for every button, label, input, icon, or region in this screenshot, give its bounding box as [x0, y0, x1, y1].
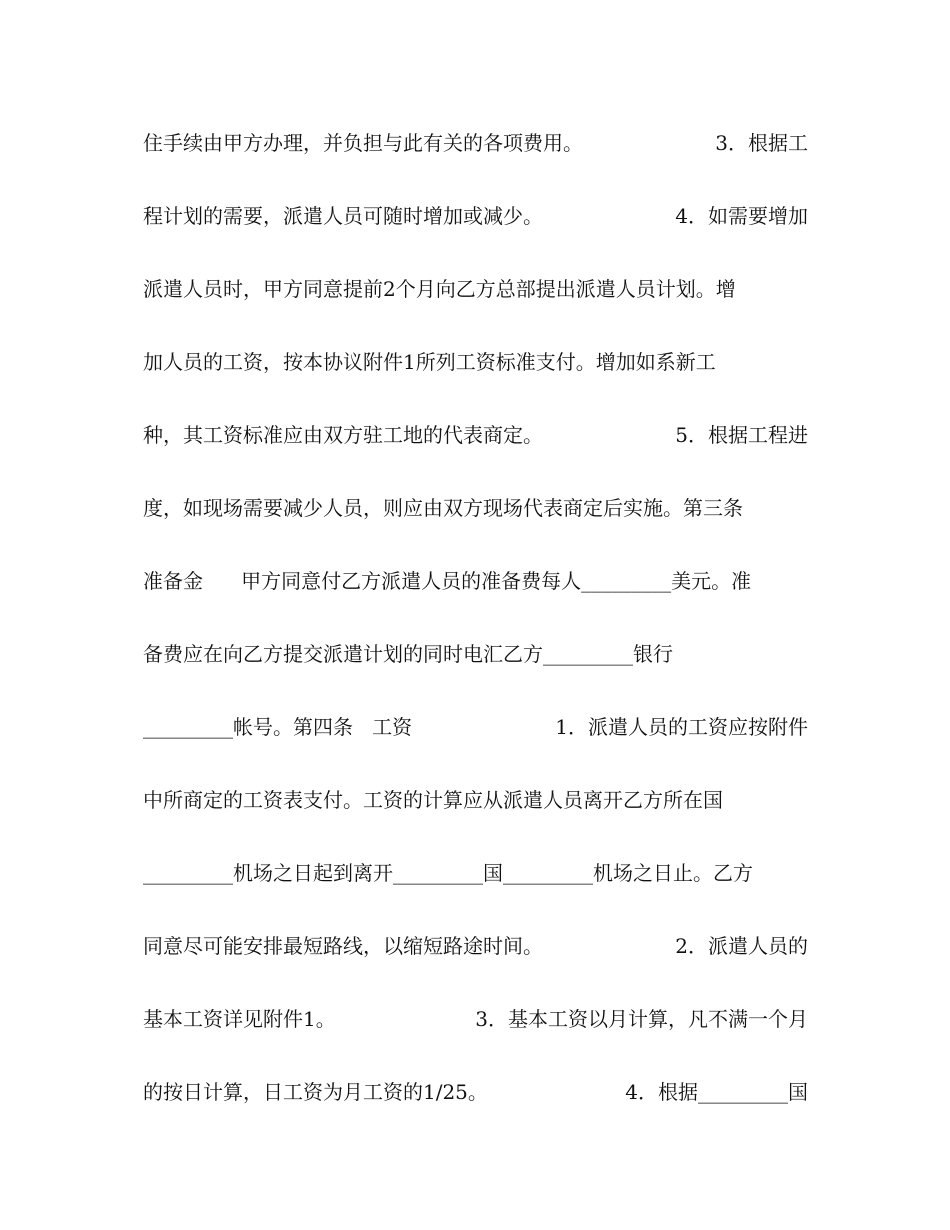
- text-line: [143, 204, 808, 228]
- text-segment: 3．基本工资以月计算，凡不满一个月: [475, 1007, 808, 1031]
- text-segment: 度，如现场需要减少人员，则应由双方现场代表商定后实施。第三条: [143, 496, 743, 520]
- text-segment: _________机场之日起到离开_________国_________机场之日止。乙方: [143, 861, 753, 885]
- text-segment: _________帐号。第四条 工资: [143, 715, 413, 739]
- text-segment: 2．派遣人员的: [675, 934, 808, 958]
- text-segment: 同意尽可能安排最短路线，以缩短路途时间。: [143, 934, 543, 958]
- text-line: [143, 642, 808, 666]
- text-segment: 住手续由甲方办理，并负担与此有关的各项费用。: [143, 131, 583, 155]
- text-line: [143, 788, 808, 812]
- text-segment: 4．如需要增加: [675, 204, 808, 228]
- text-segment: 5．根据工程进: [675, 423, 808, 447]
- text-line: [143, 569, 808, 593]
- text-segment: 1．派遣人员的工资应按附件: [555, 715, 808, 739]
- text-segment: 4．根据_________国: [625, 1080, 808, 1104]
- text-segment: 中所商定的工资表支付。工资的计算应从派遣人员离开乙方所在国: [143, 788, 723, 812]
- text-segment: 备费应在向乙方提交派遣计划的同时电汇乙方_________银行: [143, 642, 673, 666]
- text-segment: 加人员的工资，按本协议附件1所列工资标准支付。增加如系新工: [143, 350, 716, 374]
- text-line: [143, 861, 808, 885]
- text-line: [143, 277, 808, 301]
- text-line: [143, 1007, 808, 1031]
- text-segment: 种，其工资标准应由双方驻工地的代表商定。: [143, 423, 543, 447]
- text-line: [143, 496, 808, 520]
- text-segment: 派遣人员时，甲方同意提前2个月向乙方总部提出派遣人员计划。增: [143, 277, 736, 301]
- text-line: [143, 934, 808, 958]
- text-segment: 基本工资详见附件1。: [143, 1007, 336, 1031]
- text-segment: 准备金 甲方同意付乙方派遣人员的准备费每人_________美元。准: [143, 569, 752, 593]
- text-line: [143, 350, 808, 374]
- text-segment: 程计划的需要，派遣人员可随时增加或减少。: [143, 204, 543, 228]
- text-line: [143, 1080, 808, 1104]
- text-line: [143, 423, 808, 447]
- text-segment: 的按日计算，日工资为月工资的1/25。: [143, 1080, 488, 1104]
- text-line: [143, 715, 808, 739]
- text-line: [143, 131, 808, 155]
- text-segment: 3．根据工: [715, 131, 808, 155]
